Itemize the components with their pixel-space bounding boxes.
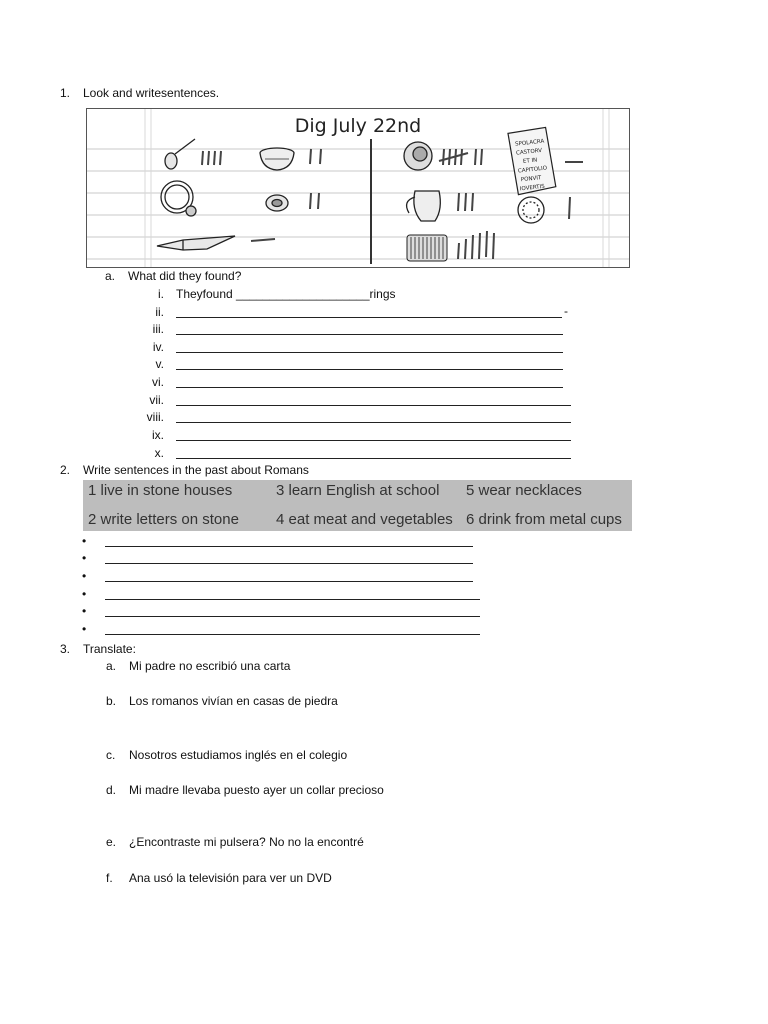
answer-num-8: viii. bbox=[146, 410, 164, 424]
bullet-3: • bbox=[82, 569, 87, 583]
answer-line-8[interactable] bbox=[176, 422, 571, 423]
answer-num-10: x. bbox=[154, 446, 164, 460]
question-letter: a. bbox=[105, 269, 116, 283]
phrase-4: 4 eat meat and vegetables bbox=[276, 511, 453, 528]
answer-num-5: v. bbox=[155, 357, 164, 371]
jug-icon bbox=[407, 191, 441, 221]
translate-text-b: Los romanos vivían en casas de piedra bbox=[129, 694, 338, 708]
answer-num-3: iii. bbox=[152, 322, 164, 336]
answer-text-1: Theyfound ____________________rings bbox=[176, 287, 396, 301]
comb-icon bbox=[407, 235, 447, 261]
phrase-6: 6 drink from metal cups bbox=[466, 511, 622, 528]
scroll-icon bbox=[508, 127, 556, 195]
translate-letter-e: e. bbox=[106, 835, 117, 849]
bullet-line-5[interactable] bbox=[105, 616, 480, 617]
answer-num-9: ix. bbox=[152, 428, 164, 442]
bullet-line-4[interactable] bbox=[105, 599, 480, 600]
answer-line-5[interactable] bbox=[176, 369, 563, 370]
answer-num-2: ii. bbox=[155, 305, 164, 319]
bullet-line-1[interactable] bbox=[105, 546, 473, 547]
translate-text-d: Mi madre llevaba puesto ayer un collar precioso bbox=[129, 783, 384, 797]
bullet-4: • bbox=[82, 587, 87, 601]
answer-line-2[interactable] bbox=[176, 317, 562, 318]
bracelet-icon bbox=[518, 197, 544, 223]
scroll-text-6: IOVERTIS bbox=[519, 183, 546, 193]
knife-icon bbox=[157, 236, 235, 250]
answer-line-3[interactable] bbox=[176, 334, 563, 335]
answer-line-10[interactable] bbox=[176, 458, 571, 459]
bullet-6: • bbox=[82, 622, 87, 636]
bullet-5: • bbox=[82, 604, 87, 618]
bullet-line-2[interactable] bbox=[105, 563, 473, 564]
scroll-text-5: PONVIT bbox=[520, 175, 542, 184]
question-text: What did they found? bbox=[128, 269, 242, 283]
answer-num-6: vi. bbox=[152, 375, 164, 389]
spoon-icon bbox=[165, 139, 195, 169]
scroll-text-3: ET IN bbox=[522, 157, 538, 165]
bullet-line-3[interactable] bbox=[105, 581, 473, 582]
dig-picture bbox=[86, 108, 630, 268]
scroll-text-1: SPOLACRA bbox=[514, 138, 545, 148]
scroll-text-4: CAPITOLIO bbox=[517, 165, 548, 175]
section3-instruction: Translate: bbox=[83, 642, 136, 656]
answer-num-4: iv. bbox=[152, 340, 164, 354]
translate-letter-b: b. bbox=[106, 694, 117, 708]
answer-line-4[interactable] bbox=[176, 352, 563, 353]
answer-line-2-tail: - bbox=[564, 304, 568, 318]
ring-icon bbox=[161, 181, 196, 216]
section2-instruction: Write sentences in the past about Romans bbox=[83, 463, 309, 477]
phrase-5: 5 wear necklaces bbox=[466, 482, 582, 499]
verb-table bbox=[83, 480, 632, 531]
translate-text-a: Mi padre no escribió una carta bbox=[129, 659, 291, 673]
bullet-line-6[interactable] bbox=[105, 634, 480, 635]
translate-text-c: Nosotros estudiamos inglés en el colegio bbox=[129, 748, 348, 762]
scroll-text-2: CASTORV bbox=[515, 147, 543, 157]
translate-letter-f: f. bbox=[106, 871, 113, 885]
dig-title: Dig July 22nd bbox=[294, 115, 422, 137]
translate-text-f: Ana usó la televisión para ver un DVD bbox=[129, 871, 332, 885]
translate-letter-c: c. bbox=[106, 748, 116, 762]
section1-number: 1. bbox=[60, 86, 71, 100]
answer-line-6[interactable] bbox=[176, 387, 563, 388]
answer-num-7: vii. bbox=[149, 393, 164, 407]
translate-letter-a: a. bbox=[106, 659, 117, 673]
section1-instruction: Look and writesentences. bbox=[83, 86, 220, 100]
section3-number: 3. bbox=[60, 642, 71, 656]
answer-line-9[interactable] bbox=[176, 440, 571, 441]
bullet-1: • bbox=[82, 534, 87, 548]
phrase-3: 3 learn English at school bbox=[276, 482, 440, 499]
translate-letter-d: d. bbox=[106, 783, 117, 797]
bullet-2: • bbox=[82, 551, 87, 565]
coin-icon bbox=[404, 142, 432, 170]
translate-text-e: ¿Encontraste mi pulsera? No no la encontré bbox=[129, 835, 364, 849]
brooch-icon bbox=[266, 195, 288, 211]
phrase-2: 2 write letters on stone bbox=[88, 511, 239, 528]
answer-line-7[interactable] bbox=[176, 405, 571, 406]
section2-number: 2. bbox=[60, 463, 71, 477]
phrase-1: 1 live in stone houses bbox=[88, 482, 233, 499]
answer-num-1: i. bbox=[158, 287, 164, 301]
bowl-icon bbox=[260, 148, 294, 170]
